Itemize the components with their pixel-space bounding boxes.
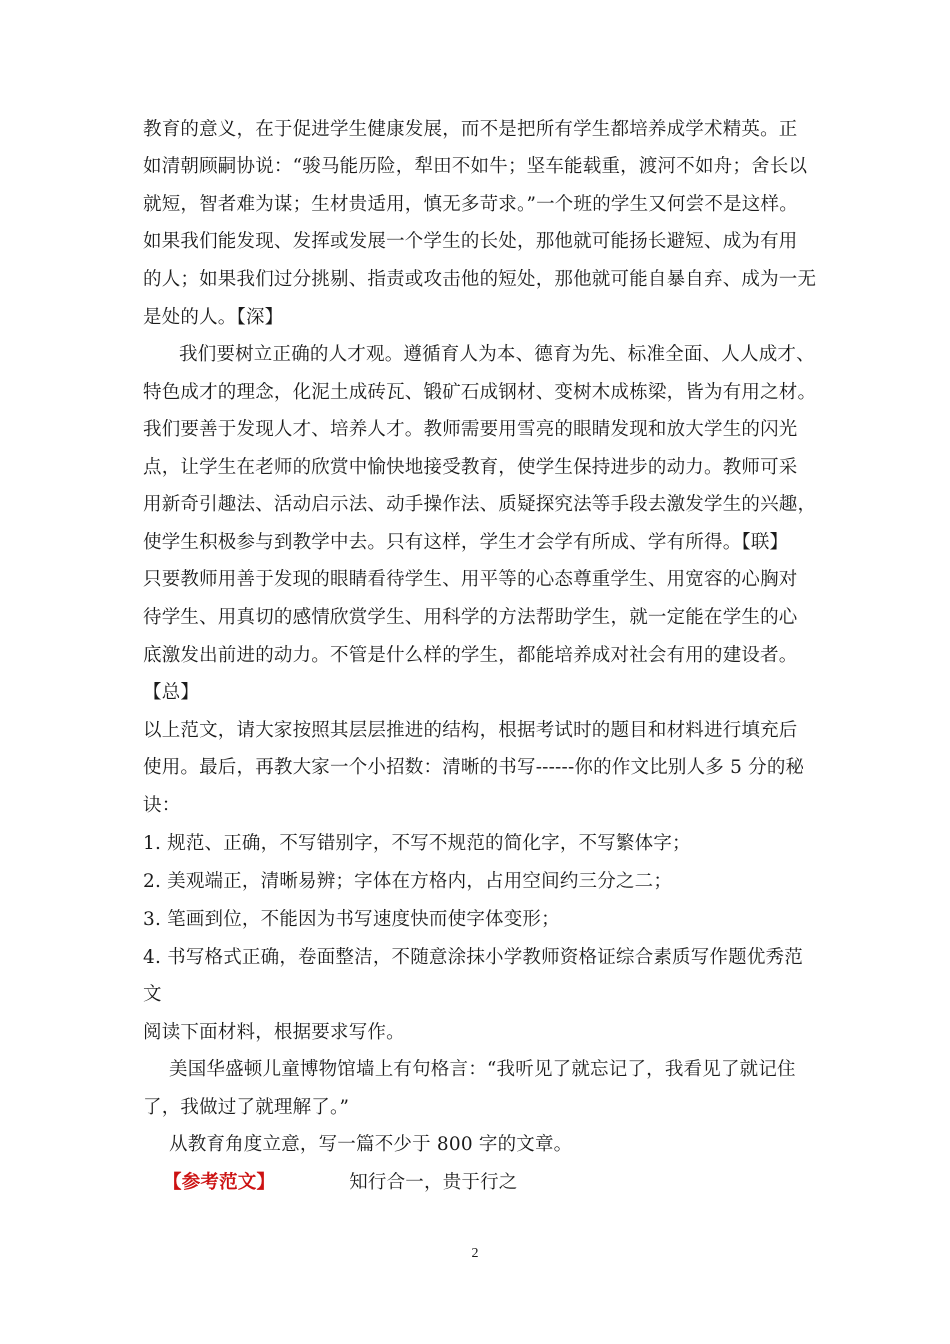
paragraph-line: 了，我做过了就理解了。” [143,1097,350,1118]
paragraph-line: 如果我们能发现、发挥或发展一个学生的长处，那他就可能扬长避短、成为有用 [143,231,798,252]
paragraph-line: 用新奇引趣法、活动启示法、动手操作法、质疑探究法等手段去激发学生的兴趣， [143,494,817,515]
reference-heading [163,1170,518,1196]
paragraph-line: 待学生、用真切的感情欣赏学生、用科学的方法帮助学生，就一定能在学生的心 [143,607,798,628]
paragraph-line: 教育的意义，在于促进学生健康发展，而不是把所有学生都培养成学术精英。正 [143,119,798,140]
paragraph-line: 美国华盛顿儿童博物馆墙上有句格言：“我听见了就忘记了，我看见了就记住 [169,1059,796,1080]
paragraph-line: 点，让学生在老师的欣赏中愉快地接受教育，使学生保持进步的动力。教师可采 [143,457,798,478]
paragraph-line: 使用。最后，再教大家一个小招数：清晰的书写------你的作文比别人多 5 分的秘 [143,757,805,778]
paragraph-line: 的人；如果我们过分挑剔、指责或攻击他的短处，那他就可能自暴自弃、成为一无 [143,269,817,290]
paragraph-line: 我们要善于发现人才、培养人才。教师需要用雪亮的眼睛发现和放大学生的闪光 [143,419,798,440]
paragraph-line: 特色成才的理念，化泥土成砖瓦、锻矿石成钢材、变树木成栋梁，皆为有用之材。 [143,382,817,403]
paragraph-line: 文 [143,984,162,1005]
paragraph-line: 从教育角度立意，写一篇不少于 800 字的文章。 [169,1134,573,1155]
list-item: 3. 笔画到位，不能因为书写速度快而使字体变形； [143,909,560,930]
paragraph-line: 我们要树立正确的人才观。遵循育人为本、德育为先、标准全面、人人成才、 [179,344,815,365]
paragraph-line: 只要教师用善于发现的眼睛看待学生、用平等的心态尊重学生、用宽容的心胸对 [143,569,798,590]
paragraph-line: 阅读下面材料，根据要求写作。 [143,1022,405,1043]
paragraph-line: 是处的人。【深】 [143,307,284,328]
paragraph-line: 如清朝顾嗣协说：“骏马能历险，犁田不如牛；坚车能载重，渡河不如舟；舍长以 [143,156,808,177]
list-item: 2. 美观端正，清晰易辨；字体在方格内，占用空间约三分之二； [143,871,673,892]
list-item: 4. 书写格式正确，卷面整洁，不随意涂抹小学教师资格证综合素质写作题优秀范 [143,947,803,968]
paragraph-line: 就短，智者难为谋；生材贵适用，慎无多苛求。”一个班的学生又何尝不是这样。 [143,194,798,215]
page-number: 2 [471,1246,479,1261]
paragraph-line: 以上范文，请大家按照其层层推进的结构，根据考试时的题目和材料进行填充后 [143,720,798,741]
list-item: 1. 规范、正确，不写错别字，不写不规范的简化字，不写繁体字； [143,833,691,854]
section-marker: 【总】 [143,682,200,703]
paragraph-line: 诀： [143,795,181,816]
reference-title: 知行合一，贵于行之 [349,1172,518,1193]
reference-label: 【参考范文】 [163,1172,276,1193]
paragraph-line: 使学生积极参与到教学中去。只有这样，学生才会学有所成、学有所得。【联】 [143,532,789,553]
paragraph-line: 底激发出前进的动力。不管是什么样的学生，都能培养成对社会有用的建设者。 [143,645,798,666]
